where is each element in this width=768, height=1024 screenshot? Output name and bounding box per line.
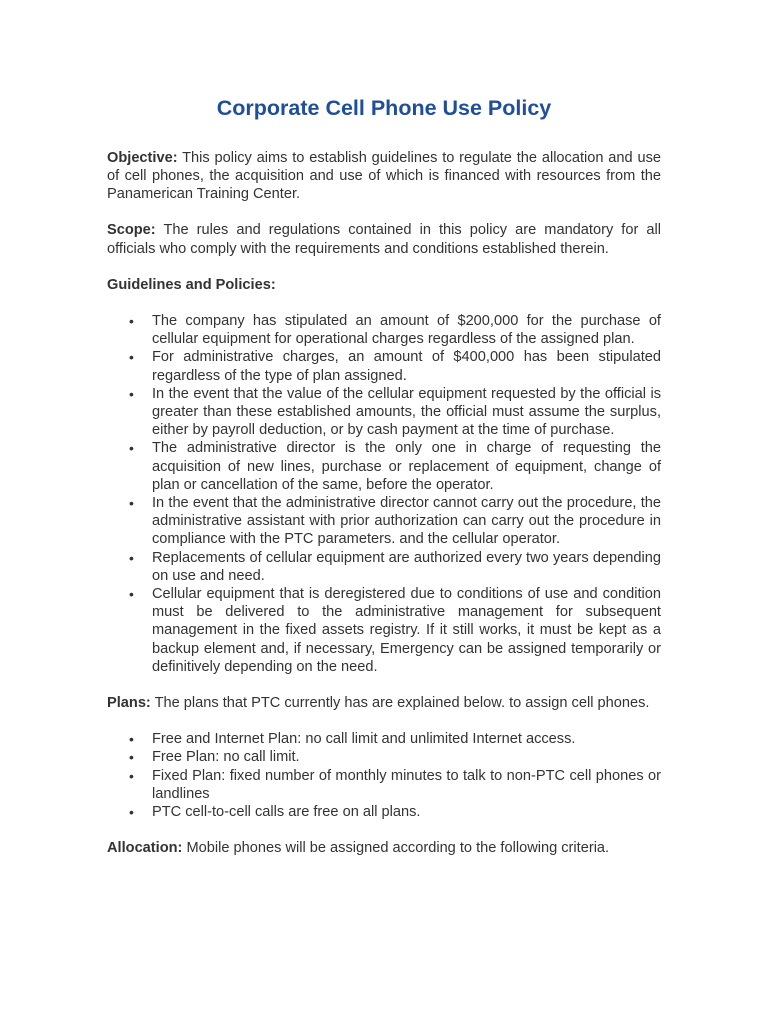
objective-label: Objective:	[107, 149, 178, 166]
list-item-text: In the event that the administrative director cannot carry out the procedure, the administrative assistant with prior authorization can carry out the procedure in compliance with the PTC parameters. and the cellular operator.	[152, 495, 661, 548]
bullet-icon: •	[129, 549, 134, 566]
plans-text: The plans that PTC currently has are explained below. to assign cell phones.	[150, 695, 650, 712]
bullet-icon: •	[129, 767, 134, 784]
guidelines-heading: Guidelines and Policies:	[107, 276, 276, 293]
list-item	[129, 730, 661, 748]
list-item-text: Cellular equipment that is deregistered due to conditions of use and condition must be delivered to the administrative management for subsequent management in the fixed assets registry. If it still works, it must be kept as a backup element and, if necessary, Emergency can be assigned temporarily or definitively depending on the need.	[152, 586, 661, 675]
allocation-text: Mobile phones will be assigned according to the following criteria.	[182, 840, 610, 857]
bullet-icon: •	[129, 586, 134, 603]
list-item-text: In the event that the value of the cellular equipment requested by the official is greater than these established amounts, the official must assume the surplus, either by payroll deduction, or by cash payment at the time of purchase.	[152, 385, 661, 439]
list-item	[129, 585, 661, 676]
list-item	[129, 803, 661, 821]
allocation-paragraph	[107, 839, 661, 857]
objective-text: This policy aims to establish guidelines to regulate the allocation and use of cell phones, the acquisition and use of which is financed with resources from the Panamerican Training Center.	[107, 149, 661, 203]
list-item-text: Free Plan: no call limit.	[152, 749, 300, 766]
plans-paragraph	[107, 694, 661, 712]
plans-list	[107, 730, 661, 821]
list-item	[129, 748, 661, 766]
list-item	[129, 494, 661, 549]
guidelines-list	[107, 312, 661, 676]
scope-paragraph	[107, 221, 661, 257]
list-item-text: For administrative charges, an amount of $400,000 has been stipulated regardless of the type of plan assigned.	[152, 349, 661, 384]
list-item	[129, 348, 661, 384]
scope-label: Scope:	[107, 222, 156, 239]
bullet-icon: •	[129, 749, 134, 766]
bullet-icon: •	[129, 804, 134, 821]
list-item-text: PTC cell-to-cell calls are free on all plans.	[152, 804, 421, 821]
list-item-text: Fixed Plan: fixed number of monthly minutes to talk to non-PTC cell phones or landlines	[152, 767, 661, 802]
list-item	[129, 767, 661, 803]
list-item	[129, 385, 661, 440]
bullet-icon: •	[129, 385, 134, 402]
plans-label: Plans:	[107, 695, 151, 712]
list-item-text: Free and Internet Plan: no call limit and unlimited Internet access.	[152, 731, 576, 748]
list-item	[129, 439, 661, 494]
list-item	[129, 549, 661, 585]
list-item-text: The company has stipulated an amount of $200,000 for the purchase of cellular equipment for operational charges regardless of the assigned plan.	[152, 313, 661, 348]
document-title: Corporate Cell Phone Use Policy	[216, 96, 552, 120]
bullet-icon: •	[129, 313, 134, 330]
bullet-icon: •	[129, 440, 134, 457]
bullet-icon: •	[129, 731, 134, 748]
list-item-text: The administrative director is the only one in charge of requesting the acquisition of new lines, purchase or replacement of equipment, change of plan or cancellation of the same, before the operator.	[152, 440, 661, 493]
scope-text: The rules and regulations contained in this policy are mandatory for all officials who comply with the requirements and conditions established therein.	[107, 222, 661, 257]
allocation-label: Allocation:	[107, 840, 183, 857]
list-item-text: Replacements of cellular equipment are authorized every two years depending on use and need.	[152, 549, 661, 584]
objective-paragraph	[107, 149, 661, 204]
bullet-icon: •	[129, 495, 134, 512]
bullet-icon: •	[129, 349, 134, 366]
list-item	[129, 312, 661, 348]
